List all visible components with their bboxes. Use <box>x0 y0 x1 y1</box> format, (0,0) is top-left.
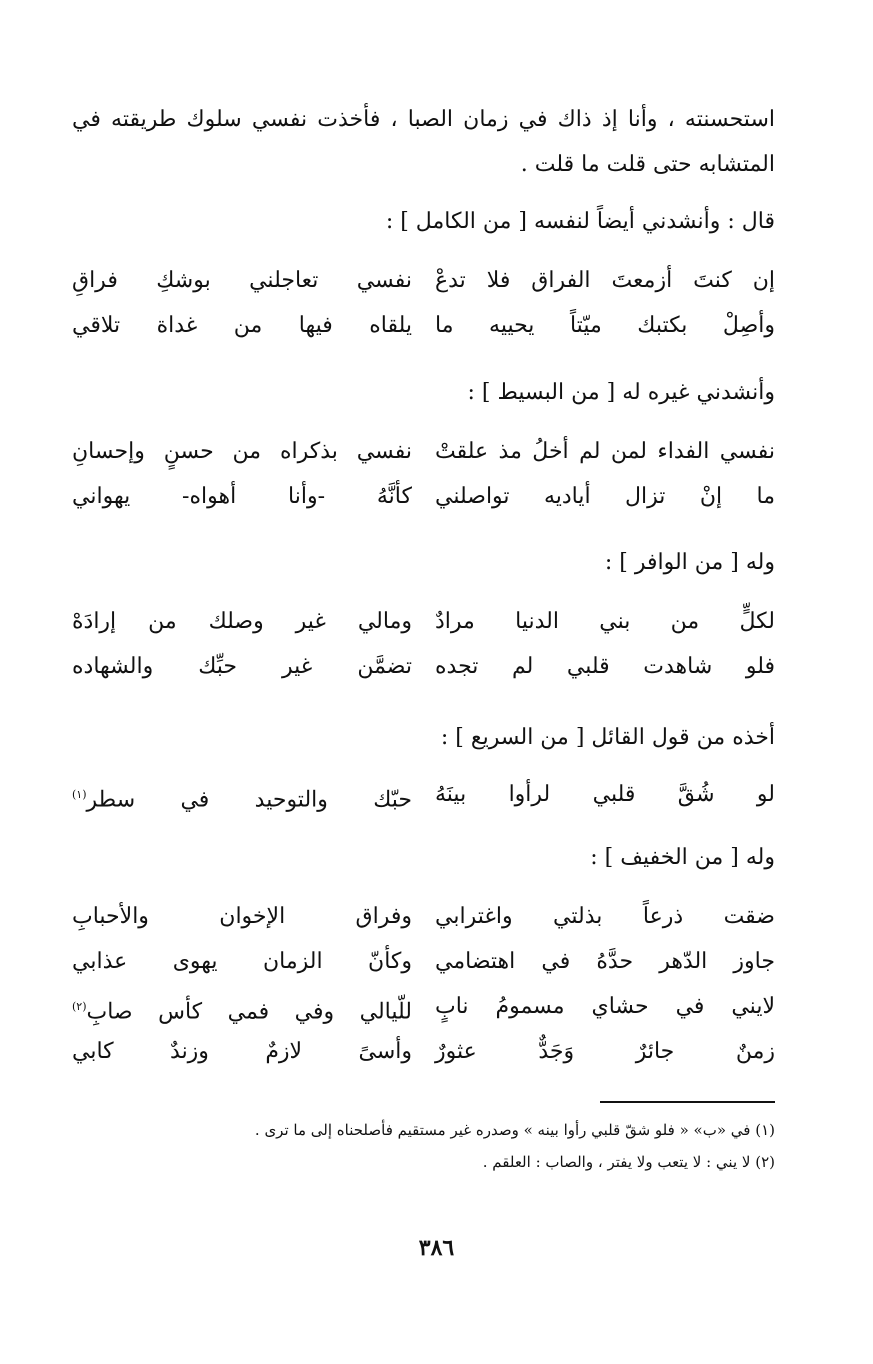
footnote-separator <box>600 1101 775 1103</box>
verse-first-hemistich: لايني في حشاي مسمومُ نابٍ <box>435 994 775 1019</box>
verse-first-hemistich: ما إنْ تزال أياديه تواصلني <box>435 484 775 509</box>
verse-second-hemistich <box>72 773 412 822</box>
verse-line <box>72 430 775 474</box>
section-heading: قال : وأنشدني أيضاً لنفسه [ من الكامل ] : <box>385 209 775 234</box>
verse-second-hemistich: يلقاه فيها من غداة تلاقي <box>72 313 412 338</box>
hemistich-text: للّيالي وفي فمي كأس صابِ <box>86 999 412 1025</box>
verse-first-hemistich: إن كنتَ أزمعتَ الفراق فلا تدعْ <box>435 268 775 293</box>
verse-first-hemistich: لو شُقَّ قلبي لرأوا بينَهُ <box>435 782 775 807</box>
section-heading: وأنشدني غيره له [ من البسيط ] : <box>467 380 775 405</box>
verse-line <box>72 1030 775 1074</box>
verse-first-hemistich: زمنٌ جائرٌ وَجَدٌّ عثورٌ <box>435 1039 775 1064</box>
verse-first-hemistich: لكلٍّ من بني الدنيا مرادٌ <box>435 609 775 634</box>
verse-second-hemistich: كأنَّهُ -وأنا أهواه- يهواني <box>72 484 412 509</box>
verse-second-hemistich <box>72 985 412 1034</box>
verse-second-hemistich: تضمَّن غير حبِّك والشهاده <box>72 654 412 679</box>
footnote-marker: (٢) <box>72 1000 87 1013</box>
intro-paragraph: استحسنته ، وأنا إذ ذاك في زمان الصبا ، فأخذت نفسي سلوك طريقته في المتشابه حتى قلت ما قلت . <box>72 107 775 177</box>
verse-line <box>72 895 775 939</box>
footnote: (١) في «ب» « فلو شقّ قلبي رأوا بينه » وصدره غير مستقيم فأصلحناه إلى ما ترى . <box>254 1121 775 1139</box>
verse-second-hemistich: نفسي تعاجلني بوشكِ فراقِ <box>72 268 412 293</box>
verse-first-hemistich: فلو شاهدت قلبي لم تجده <box>435 654 775 679</box>
section-heading: وله [ من الخفيف ] : <box>590 845 775 870</box>
verse-line <box>72 259 775 303</box>
verse-second-hemistich: نفسي بذكراه من حسنٍ وإحسانِ <box>72 439 412 464</box>
verse-line <box>72 475 775 519</box>
verse-second-hemistich: ومالي غير وصلك من إرادَهْ <box>72 609 412 634</box>
verse-first-hemistich: وأصِلْ بكتبك ميّتاً يحييه ما <box>435 313 775 338</box>
hemistich-text: حبّك والتوحيد في سطر <box>86 787 412 813</box>
section-heading: وله [ من الوافر ] : <box>604 550 775 575</box>
verse-line <box>72 600 775 644</box>
footnote-marker: (١) <box>72 788 87 801</box>
verse-first-hemistich: جاوز الدّهر حدَّهُ في اهتضامي <box>435 949 775 974</box>
verse-line <box>72 985 775 1029</box>
verse-first-hemistich: ضقت ذرعاً بذلتي واغترابي <box>435 904 775 929</box>
verse-line <box>72 645 775 689</box>
footnote: (٢) لا يني : لا يتعب ولا يفتر ، والصاب : العلقم . <box>482 1153 775 1171</box>
verse-line <box>72 773 775 817</box>
verse-second-hemistich: وفراق الإخوان والأحبابِ <box>72 904 412 929</box>
verse-line <box>72 940 775 984</box>
verse-second-hemistich: وكأنّ الزمان يهوى عذابي <box>72 949 412 974</box>
section-heading: أخذه من قول القائل [ من السريع ] : <box>440 725 775 750</box>
verse-second-hemistich: وأسىً لازمٌ وزندٌ كابي <box>72 1039 412 1064</box>
page-number: ٣٨٦ <box>418 1235 455 1261</box>
verse-line <box>72 304 775 348</box>
verse-first-hemistich: نفسي الفداء لمن لم أخلُ مذ علقتْ <box>435 439 775 464</box>
